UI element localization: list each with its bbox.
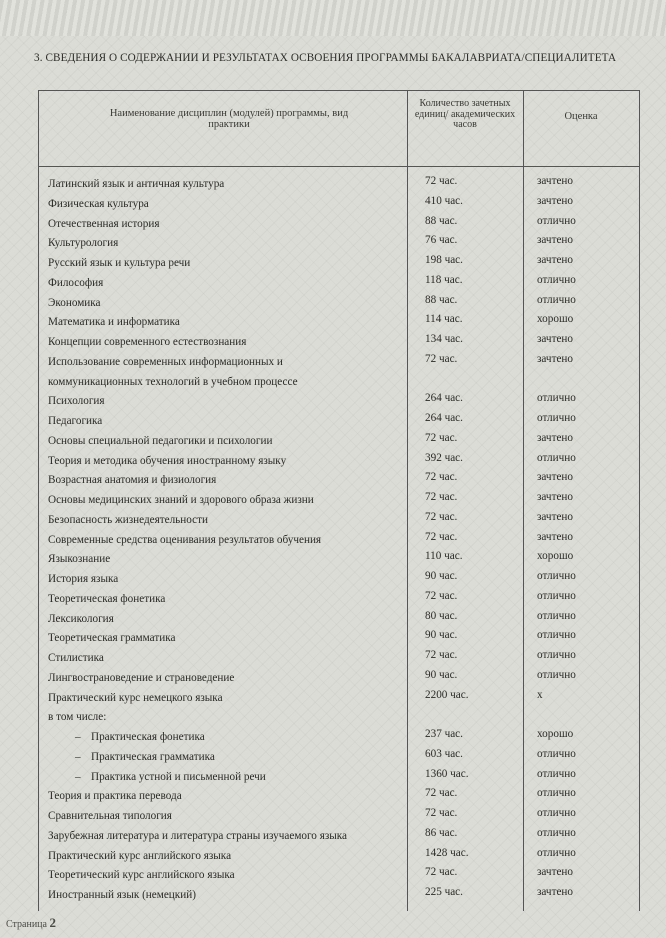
grade-cell: зачтено [537,352,573,365]
discipline-name: Практика устной и письменной речи [91,770,266,783]
table-row [39,669,639,688]
hours-cell: 1360 час. [425,767,469,780]
hours-cell: 72 час. [425,175,458,187]
table-row [39,432,639,451]
hours-cell: 72 час. [425,530,458,543]
list-dash: – [75,731,81,743]
grade-cell: хорошо [537,550,574,563]
discipline-name: Лингвострановедение и страноведение [48,671,235,684]
grade-cell: отлично [537,826,576,839]
grade-cell: зачтено [537,491,573,503]
table-row [39,629,639,648]
discipline-name: Русский язык и культура речи [48,257,191,269]
discipline-name: Латинский язык и античная культура [48,178,225,190]
decorative-border [0,0,666,36]
grade-cell: отлично [537,293,576,306]
discipline-name: Основы медицинских знаний и здорового образа жизни [48,494,314,506]
grade-cell: зачтено [537,234,573,247]
grade-cell: отлично [537,589,576,602]
hours-cell: 1428 час. [425,846,469,859]
header-divider [39,166,639,167]
table-row [39,392,639,411]
discipline-name: Теоретическая фонетика [48,592,166,605]
hours-cell: 603 час. [425,747,463,760]
hours-cell: 86 час. [425,826,458,839]
hours-cell: 225 час. [425,886,463,898]
discipline-name: Теория и практика перевода [48,790,182,803]
discipline-name: Теория и методика обучения иностранному языку [48,454,287,467]
grade-cell: хорошо [537,313,574,326]
grade-cell: отлично [537,747,576,760]
hours-cell: 72 час. [425,471,458,484]
discipline-name: Концепции современного естествознания [48,336,247,348]
hours-cell: 134 час. [425,333,463,345]
grade-cell: отлично [537,214,576,227]
grades-table [38,90,640,911]
hours-cell: 410 час. [425,194,463,207]
table-row [39,649,639,668]
discipline-name: Философия [48,276,104,289]
table-row [39,511,639,530]
table-row [39,254,639,273]
discipline-name: Отечественная история [48,217,160,230]
table-row [39,550,639,569]
discipline-name: Практическая фонетика [91,731,205,743]
table-row [39,294,639,313]
hours-cell: 118 час. [425,273,463,286]
table-row [39,452,639,471]
hours-cell: 72 час. [425,866,458,879]
discipline-name: Использование современных информационных и [48,355,283,368]
grade-cell: отлично [537,767,576,780]
table-row [39,827,639,846]
discipline-name: Педагогика [48,415,103,427]
discipline-name: Стилистика [48,652,104,664]
table-row [39,689,639,708]
grade-cell: отлично [537,609,576,622]
column-header-name: Наименование дисциплин (модулей) программы, вид практики [109,108,349,130]
table-row [39,373,639,392]
table-row [39,768,639,787]
hours-cell: 88 час. [425,293,458,306]
page-footer [6,915,56,931]
hours-cell: 198 час. [425,254,463,266]
table-row [39,866,639,885]
grade-cell: отлично [537,846,576,859]
grade-cell: зачтено [537,866,573,879]
table-row [39,274,639,293]
grade-cell: хорошо [537,728,574,740]
table-row [39,570,639,589]
grade-cell: зачтено [537,431,573,444]
hours-cell: 72 час. [425,787,458,800]
table-row [39,353,639,372]
discipline-name: Современные средства оценивания результатов обучения [48,533,322,546]
grade-cell: зачтено [537,530,573,543]
hours-cell: 72 час. [425,352,458,365]
hours-cell: 237 час. [425,728,463,740]
hours-cell: 80 час. [425,609,458,622]
section-heading: 3. СВЕДЕНИЯ О СОДЕРЖАНИИ И РЕЗУЛЬТАТАХ ОСВОЕНИЯ ПРОГРАММЫ БАКАЛАВРИАТА/СПЕЦИАЛИТЕТА [34,52,617,64]
discipline-name: Практический курс немецкого языка [48,691,223,704]
table-row [39,886,639,905]
discipline-name: в том числе: [48,711,107,724]
table-row [39,590,639,609]
discipline-name: Лексикология [48,612,114,625]
hours-cell: 72 час. [425,510,458,523]
hours-cell: 90 час. [425,668,458,681]
discipline-name: коммуникационных технологий в учебном процессе [48,375,298,388]
hours-cell: 88 час. [425,214,458,227]
grade-cell: зачтено [537,333,573,345]
discipline-name: Психология [48,395,105,408]
grade-cell: зачтено [537,510,573,523]
page-label: Страница [6,919,47,930]
discipline-name: Языкознание [48,553,111,566]
grade-cell: зачтено [537,886,573,898]
table-row [39,708,639,727]
hours-cell: 72 час. [425,649,458,661]
table-row [39,412,639,431]
list-dash: – [75,750,81,763]
discipline-name: История языка [48,573,119,585]
table-row [39,847,639,866]
hours-cell: 72 час. [425,807,458,819]
table-row [39,491,639,510]
discipline-name: Иностранный язык (немецкий) [48,889,196,901]
discipline-name: Физическая культура [48,197,149,210]
grade-cell: отлично [537,807,576,819]
page-number: 2 [49,915,56,930]
discipline-name: Экономика [48,296,101,309]
table-row [39,313,639,332]
grade-cell: отлично [537,392,576,405]
grade-cell: отлично [537,629,576,642]
discipline-name: Сравнительная типология [48,810,172,822]
grade-cell: зачтено [537,471,573,484]
discipline-name: Культурология [48,237,119,250]
hours-cell: 264 час. [425,412,463,424]
hours-cell: 72 час. [425,491,458,503]
grade-cell: отлично [537,570,576,582]
grade-cell: отлично [537,412,576,424]
hours-cell: 72 час. [425,589,458,602]
discipline-name: Зарубежная литература и литература страны изучаемого языка [48,829,348,842]
grade-cell: отлично [537,649,576,661]
discipline-name: Возрастная анатомия и физиология [48,474,217,487]
table-row [39,234,639,253]
table-row [39,728,639,747]
discipline-name: Безопасность жизнедеятельности [48,513,208,526]
hours-cell: 2200 час. [425,688,469,701]
table-row [39,807,639,826]
discipline-name: Основы специальной педагогики и психологии [48,434,273,447]
hours-cell: 114 час. [425,313,463,326]
hours-cell: 72 час. [425,431,458,444]
hours-cell: 110 час. [425,550,463,563]
hours-cell: 90 час. [425,570,458,582]
grade-cell: отлично [537,451,576,464]
grade-cell: х [537,688,543,701]
hours-cell: 264 час. [425,392,463,405]
hours-cell: 392 час. [425,451,463,464]
grade-cell: зачтено [537,175,573,187]
grade-cell: отлично [537,787,576,800]
table-row [39,787,639,806]
table-row [39,531,639,550]
table-row [39,610,639,629]
table-row [39,333,639,352]
table-row [39,748,639,767]
discipline-name: Теоретический курс английского языка [48,869,235,882]
grade-cell: отлично [537,273,576,286]
hours-cell: 76 час. [425,234,458,247]
column-header-grade: Оценка [564,111,598,122]
table-row [39,215,639,234]
discipline-name: Математика и информатика [48,316,180,329]
grade-cell: отлично [537,668,576,681]
discipline-name: Теоретическая грамматика [48,632,176,645]
column-header-hours: Количество зачетных единиц/ академических часов [414,98,516,130]
grade-cell: зачтено [537,194,573,207]
discipline-name: Практическая грамматика [91,750,215,763]
discipline-name: Практический курс английского языка [48,849,232,862]
grade-cell: зачтено [537,254,573,266]
table-row [39,471,639,490]
hours-cell: 90 час. [425,629,458,642]
table-row [39,195,639,214]
table-row [39,175,639,194]
list-dash: – [75,770,81,783]
